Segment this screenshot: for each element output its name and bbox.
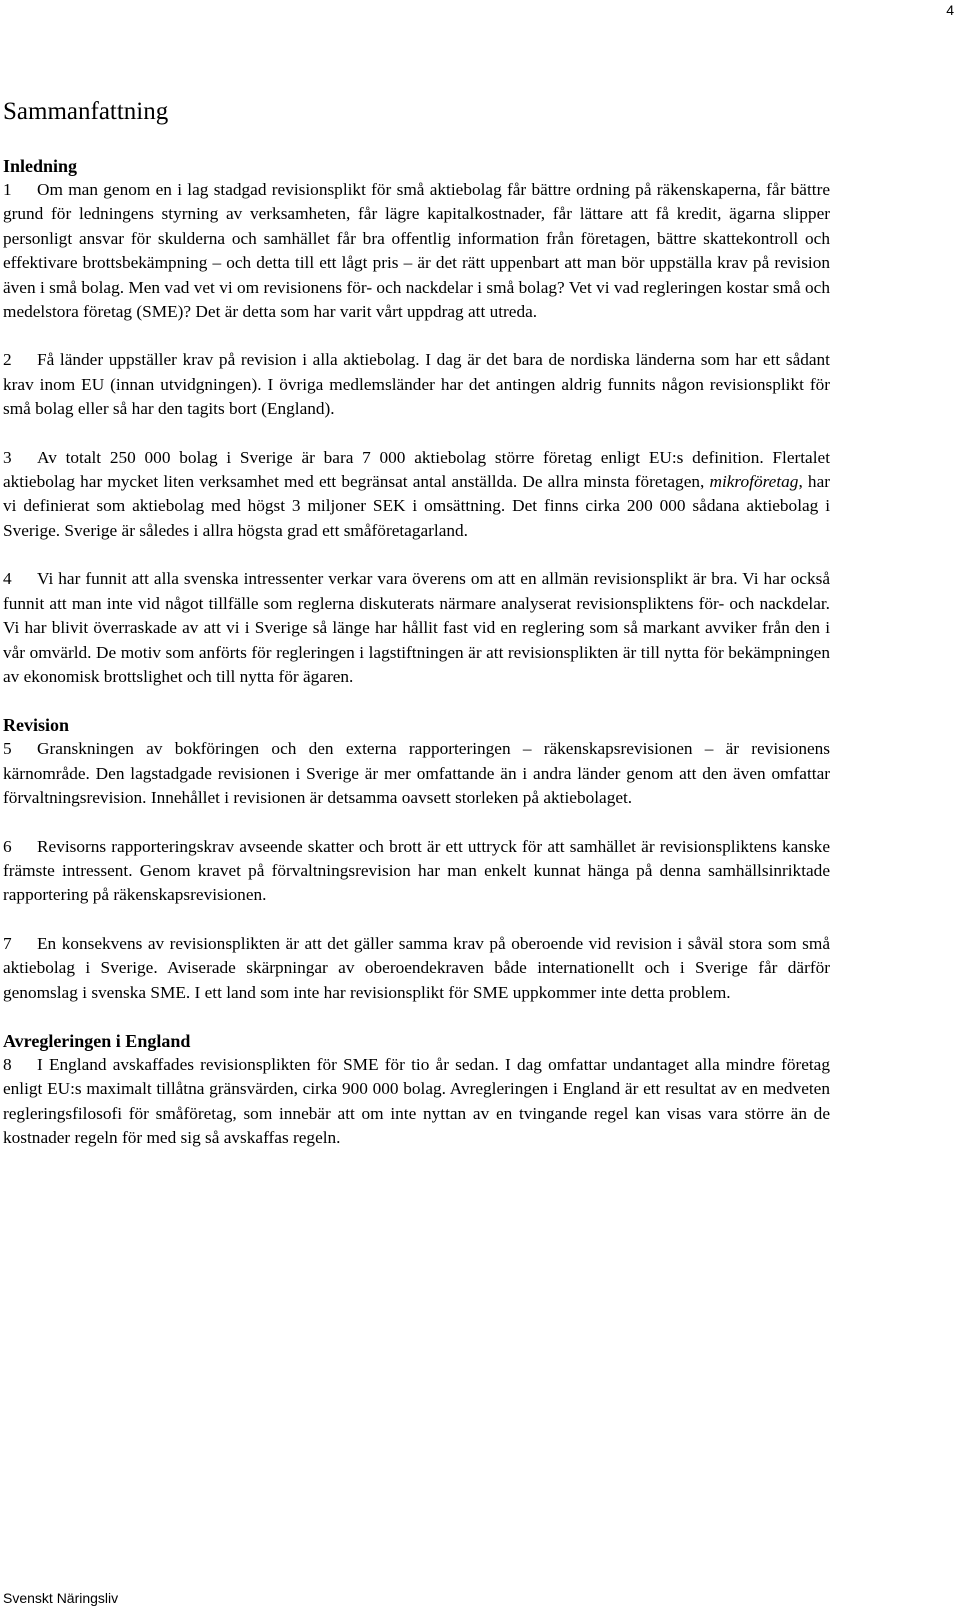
section-heading-inledning: Inledning [3, 156, 78, 176]
paragraph-text: Få länder uppställer krav på revision i alla aktiebolag. I dag är det bara de nordiska länderna som har ett sådant krav inom EU (innan utvidgningen). I övriga medlemsländer har det antingen aldrig funnits någon revisionsplikt för små bolag eller så har den tagits bort (England). [3, 350, 830, 419]
document-title: Sammanfattning [3, 98, 169, 125]
paragraph-text: Vi har funnit att alla svenska intressenter verkar vara överens om att en allmän revisionsplikt är bra. Vi har också funnit att man inte vid något tillfälle som reglerna diskuterats närmare analyserat revisionspliktens för- och nackdelar. Vi har blivit överraskade av att vi i Sverige så länge har hållit fast vid en reglering som så markant avviker från den i vår omvärld. De motiv som anförts för regleringen i lagstiftningen är att revisionsplikten är till nytta för bekämpningen av ekonomisk brottslighet och till nytta för ägaren. [3, 569, 830, 686]
paragraph-number: 5 [3, 739, 12, 759]
paragraph-5 [3, 737, 830, 810]
page-number: 4 [946, 2, 954, 18]
paragraph-emphasis: mikroföretag [709, 472, 799, 492]
paragraph-text: Revisorns rapporteringskrav avseende skatter och brott är ett uttryck för att samhället är revisionspliktens kanske främste intressent. Genom kravet på förvaltningsrevision har man enkelt kunnat hänga på denna samhällsinriktade rapportering på räkenskapsrevisionen. [3, 836, 830, 905]
page-footer: Svenskt Näringsliv [3, 1590, 119, 1606]
paragraph-number: 8 [3, 1054, 12, 1074]
paragraph-text: Granskningen av bokföringen och den externa rapporteringen – räkenskapsrevisionen – är revisionens kärnområde. Den lagstadgade revisionen i Sverige är mer omfattande än i andra länder genom att den även omfattar förvaltningsrevision. Innehållet i revisionen är detsamma oavsett storleken på aktiebolaget. [3, 739, 830, 808]
paragraph-2 [3, 348, 830, 421]
paragraph-text: En konsekvens av revisionsplikten är att det gäller samma krav på oberoende vid revision i såväl stora som små aktiebolag i Sverige. Aviserade skärpningar av oberoendekraven både internationellt och i Sverige får därför genomslag i svenska SME. I ett land som inte har revisionsplikt för SME uppkommer inte detta problem. [3, 933, 830, 1002]
paragraph-text: Om man genom en i lag stadgad revisionsplikt för små aktiebolag får bättre ordning på räkenskaperna, får bättre grund för ledningens styrning av verksamheten, får lägre kapitalkostnader, får lättare att få kredit, ägarna slipper personligt ansvar för skulderna och samhället får bra offentlig information från företagen, bättre skattekontroll och effektivare brottsbekämpning – och detta till ett lågt pris – är det rätt uppenbart att man bör uppställa krav på revision även i små bolag. Men vad vet vi om revisionens för- och nackdelar i små bolag? Vet vi vad regleringen kostar små och medelstora företag (SME)? Det är detta som har varit vårt uppdrag att utreda. [3, 180, 830, 322]
paragraph-1 [3, 178, 830, 324]
paragraph-number: 7 [3, 933, 12, 953]
paragraph-6 [3, 835, 830, 908]
paragraph-text: I England avskaffades revisionsplikten för SME för tio år sedan. I dag omfattar undantaget alla mindre företag enligt EU:s maximalt tillåtna gränsvärden, cirka 900 000 bolag. Avregleringen i England är ett resultat av en medveten regleringsfilosofi för småföretag, som innebär att om inte nyttan av en tvingande regel kan visas vara större än de kostnader regeln för med sig så avskaffas regeln. [3, 1054, 830, 1148]
document-body [3, 96, 830, 1151]
paragraph-text-before: Av totalt 250 000 bolag i Sverige är bara 7 000 aktiebolag större företag enligt EU:s definition. Flertalet aktiebolag har mycket liten verksamhet med ett begränsat antal anställda. De allra minsta företagen, [3, 447, 830, 492]
paragraph-8 [3, 1053, 830, 1151]
paragraph-text-after: , har vi definierat som aktiebolag med högst 3 miljoner SEK i omsättning. Det finns cirka 200 000 sådana aktiebolag i Sverige. Sverige är således i allra högsta grad ett småföretagarland. [3, 472, 830, 540]
paragraph-number: 2 [3, 350, 12, 370]
paragraph-3 [3, 446, 830, 544]
paragraph-number: 1 [3, 180, 12, 199]
paragraph-number: 3 [3, 447, 12, 467]
paragraph-number: 4 [3, 569, 12, 589]
paragraph-number: 6 [3, 836, 12, 856]
section-heading-avregleringen: Avregleringen i England [3, 1030, 191, 1051]
paragraph-4 [3, 567, 830, 689]
section-heading-revision: Revision [3, 715, 70, 736]
paragraph-7 [3, 932, 830, 1005]
